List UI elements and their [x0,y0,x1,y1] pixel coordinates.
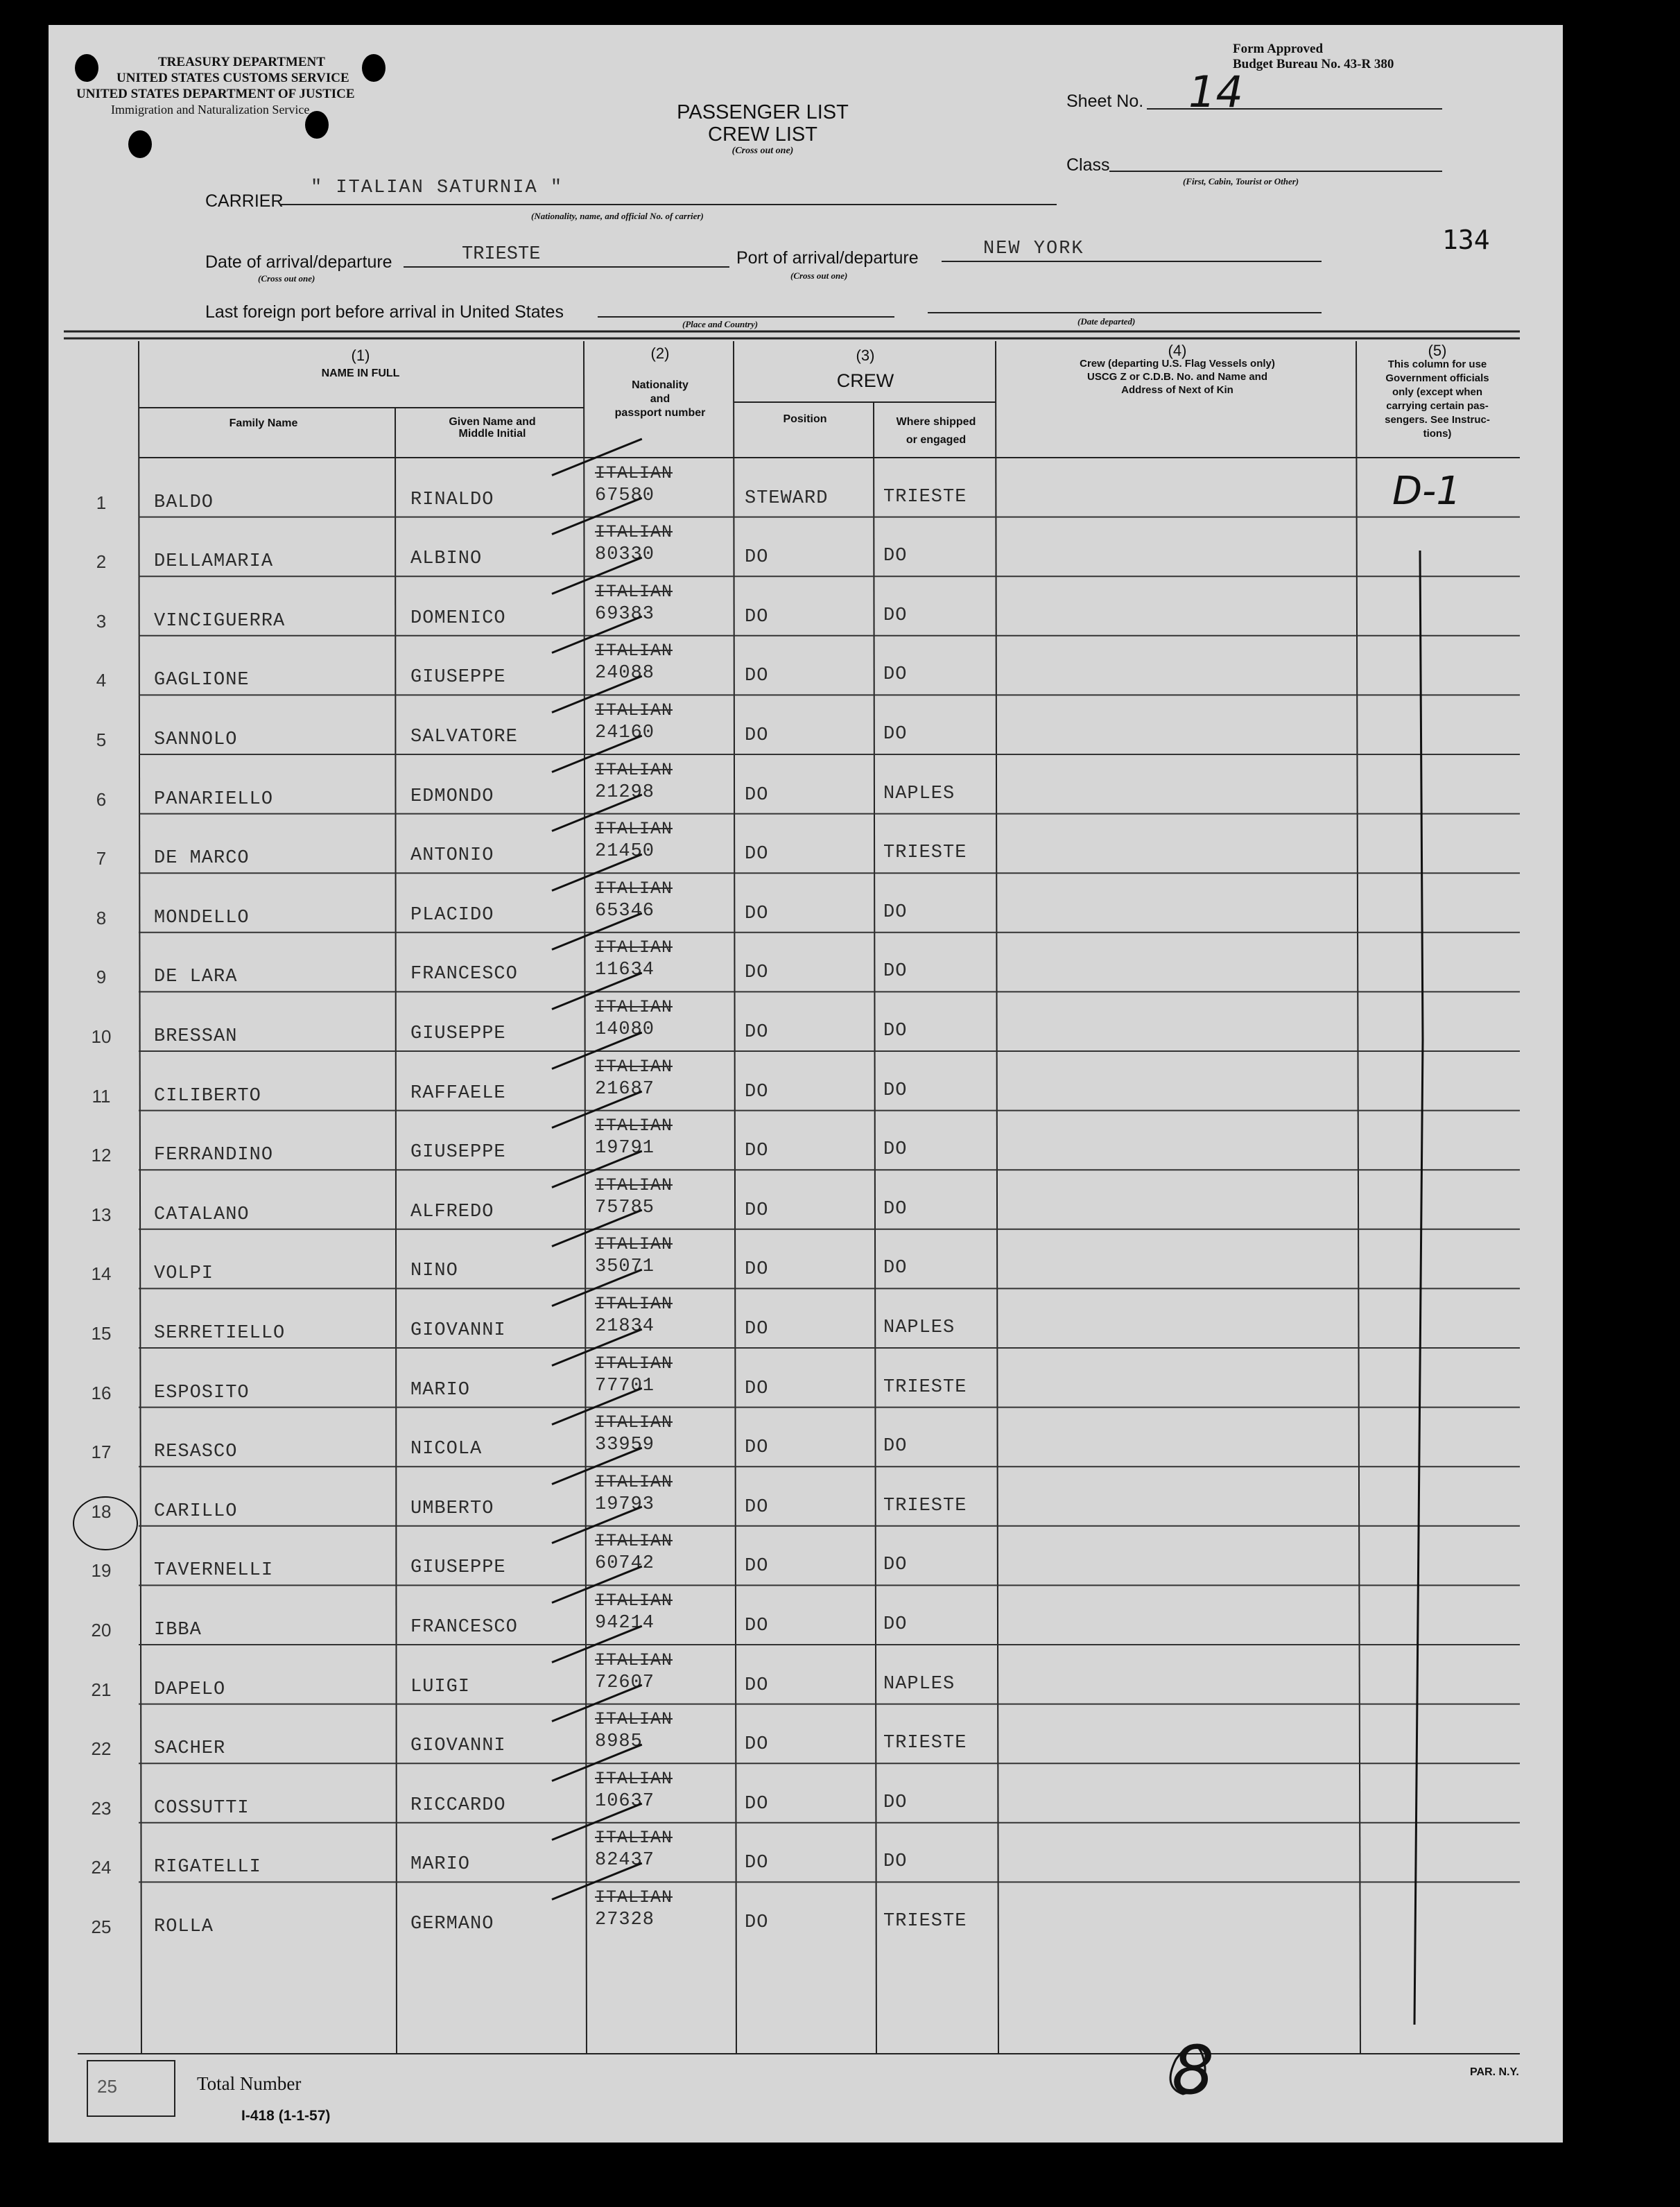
col-1-title: NAME IN FULL [321,367,400,379]
col-given-line-1: Given Name and [449,416,536,428]
position-cell[interactable]: DO [745,1616,769,1636]
family-name-cell[interactable]: SERRETIELLO [154,1323,286,1344]
given-name-cell[interactable]: GIUSEPPE [410,1557,506,1579]
last-port-label: Last foreign port before arrival in United States [205,302,564,322]
col-5-header [1360,344,1514,441]
given-name-cell[interactable]: EDMONDO [410,786,494,807]
position-cell[interactable]: DO [745,666,769,687]
handwritten-total: 8 [1172,2032,1215,2109]
passport-cell[interactable]: 19793 [595,1494,655,1515]
family-name-cell[interactable]: COSSUTTI [154,1797,250,1819]
date-arrival-note: (Cross out one) [258,273,315,284]
nationality-cell[interactable]: ITALIAN [595,641,673,661]
nationality-cell[interactable]: ITALIAN [595,1591,673,1611]
col-3-title: CREW [836,370,894,391]
family-name-cell[interactable]: VOLPI [154,1263,214,1285]
col-shipped-line-2: or engaged [906,434,967,446]
position-cell[interactable]: DO [745,1496,769,1518]
given-name-cell[interactable]: UMBERTO [410,1498,494,1519]
where-shipped-cell[interactable]: DO [883,1080,908,1101]
passport-cell[interactable]: 27328 [595,1910,655,1930]
where-shipped-cell[interactable]: DO [883,1258,908,1279]
nationality-cell[interactable]: ITALIAN [595,1650,673,1670]
row-number: 20 [91,1620,112,1641]
position-cell[interactable]: DO [745,1141,769,1162]
agency-line-1: TREASURY DEPARTMENT [158,55,325,69]
family-name-cell[interactable]: FERRANDINO [154,1145,274,1166]
given-name-cell[interactable]: ANTONIO [410,845,494,867]
col-4-line-3: Address of Next of Kin [1121,384,1233,396]
passport-cell[interactable]: 82437 [595,1850,655,1871]
col-given-line-2: Middle Initial [458,428,526,440]
col-2-header [591,347,729,420]
row-number: 10 [91,1026,112,1047]
position-cell[interactable]: DO [745,1437,769,1459]
page-number: 134 [1442,225,1490,255]
passport-cell[interactable]: 24088 [595,663,655,684]
nationality-cell[interactable]: ITALIAN [595,937,673,958]
passport-cell[interactable]: 33959 [595,1435,655,1456]
position-cell[interactable]: DO [745,1022,769,1043]
passport-cell[interactable]: 21687 [595,1078,655,1100]
passport-cell[interactable]: 72607 [595,1672,655,1693]
passport-cell[interactable]: 35071 [595,1256,655,1278]
passport-cell[interactable]: 67580 [595,485,655,506]
form-title-crew: CREW LIST [708,123,817,146]
nationality-cell[interactable]: ITALIAN [595,1056,673,1077]
where-shipped-cell[interactable]: DO [883,1198,908,1220]
family-name-cell[interactable]: BRESSAN [154,1026,238,1047]
row-number: 3 [96,610,107,632]
row-number: 15 [91,1323,112,1344]
where-shipped-cell[interactable]: DO [883,1555,908,1576]
family-name-cell[interactable]: ESPOSITO [154,1382,250,1403]
row-number: 4 [96,670,107,691]
nationality-cell[interactable]: ITALIAN [595,581,673,602]
given-name-cell[interactable]: RINALDO [410,489,494,510]
passport-cell[interactable]: 8985 [595,1731,643,1753]
col-4-number: (4) [1168,342,1187,359]
col-5-number: (5) [1428,342,1447,359]
where-shipped-cell[interactable]: TRIESTE [883,1911,967,1932]
given-name-cell[interactable]: RICCARDO [410,1794,506,1816]
position-cell[interactable]: DO [745,725,769,746]
family-name-cell[interactable]: CATALANO [154,1204,250,1225]
sheet-number-value[interactable]: 14 [1188,67,1243,117]
passport-cell[interactable]: 21450 [595,841,655,863]
col-2-line-1: Nationality [632,379,689,391]
given-name-cell[interactable]: PLACIDO [410,904,494,926]
nationality-cell[interactable]: ITALIAN [595,1234,673,1255]
nationality-cell[interactable]: ITALIAN [595,1768,673,1789]
col-4-line-2: USCG Z or C.D.B. No. and Name and [1086,371,1268,383]
position-cell[interactable]: DO [745,1319,769,1340]
position-cell[interactable]: DO [745,784,769,806]
given-name-cell[interactable]: LUIGI [410,1676,471,1697]
nationality-cell[interactable]: ITALIAN [595,1471,673,1492]
col-2-line-3: passport number [614,407,706,419]
row-number: 25 [91,1916,112,1937]
col-4-header [998,344,1356,397]
agency-line-4: Immigration and Naturalization Service [111,103,310,116]
passport-cell[interactable]: 14080 [595,1019,655,1040]
col-5-line-2: Government officials [1385,372,1489,384]
family-name-cell[interactable]: IBBA [154,1620,202,1641]
where-shipped-cell[interactable]: NAPLES [883,783,955,804]
passport-cell[interactable]: 19791 [595,1138,655,1159]
position-cell[interactable]: DO [745,1200,769,1221]
nationality-cell[interactable]: ITALIAN [595,759,673,780]
position-cell[interactable]: STEWARD [745,487,829,509]
agency-line-3: UNITED STATES DEPARTMENT OF JUSTICE [76,87,355,101]
where-shipped-cell[interactable]: DO [883,724,908,745]
col-family-name: Family Name [229,417,298,429]
passport-cell[interactable]: 21298 [595,781,655,803]
col-4-line-1: Crew (departing U.S. Flag Vessels only) [1080,358,1275,370]
where-shipped-cell[interactable]: DO [883,1139,908,1161]
passport-cell[interactable]: 10637 [595,1790,655,1812]
given-name-cell[interactable]: SALVATORE [410,727,518,747]
position-cell[interactable]: DO [745,1081,769,1102]
given-name-cell[interactable]: ALBINO [410,548,483,570]
where-shipped-cell[interactable]: DO [883,546,908,567]
row-number: 12 [91,1145,112,1166]
given-name-cell[interactable]: GIUSEPPE [410,1023,506,1044]
date-arrival-label: Date of arrival/departure [205,252,392,272]
col-given-name [416,416,569,440]
where-shipped-cell[interactable]: DO [883,605,908,626]
family-name-cell[interactable]: SANNOLO [154,729,238,750]
position-cell[interactable]: DO [745,1378,769,1399]
nationality-cell[interactable]: ITALIAN [595,1353,673,1374]
given-name-cell[interactable]: RAFFAELE [410,1082,506,1104]
row-number: 22 [91,1738,112,1760]
form-approved-line-1: Form Approved [1233,42,1324,56]
col-3-number: (3) [856,347,875,364]
where-shipped-cell[interactable]: DO [883,1851,908,1873]
nationality-cell[interactable]: ITALIAN [595,819,673,840]
position-cell[interactable]: DO [745,1556,769,1577]
form-title-note: (Cross out one) [731,146,794,156]
col-shipped-line-1: Where shipped [896,416,976,428]
row-number: 17 [91,1442,112,1463]
where-shipped-cell[interactable]: DO [883,961,908,983]
where-shipped-cell[interactable]: NAPLES [883,1673,955,1695]
nationality-cell[interactable]: ITALIAN [595,878,673,899]
agency-line-2: UNITED STATES CUSTOMS SERVICE [116,71,349,85]
port-arrival-note: (Cross out one) [790,270,848,281]
row-number: 7 [96,848,107,869]
position-cell[interactable]: DO [745,1793,769,1815]
where-shipped-cell[interactable]: TRIESTE [883,486,967,508]
family-name-cell[interactable]: DAPELO [154,1679,226,1700]
where-shipped-cell[interactable]: DO [883,901,908,923]
family-name-cell[interactable]: GAGLIONE [154,670,250,691]
row-number: 1 [96,492,107,513]
row-number: 5 [96,729,107,750]
family-name-cell[interactable]: SACHER [154,1738,226,1760]
family-name-cell[interactable]: TAVERNELLI [154,1560,274,1582]
passport-cell[interactable]: 77701 [595,1375,655,1396]
position-cell[interactable]: DO [745,606,769,628]
carrier-label: CARRIER [205,191,284,211]
given-name-cell[interactable]: FRANCESCO [410,1617,518,1638]
given-name-cell[interactable]: GIOVANNI [410,1736,506,1757]
family-name-cell[interactable]: VINCIGUERRA [154,610,286,632]
position-cell[interactable]: DO [745,547,769,569]
family-name-cell[interactable]: RIGATELLI [154,1857,261,1878]
position-cell[interactable]: DO [745,1853,769,1874]
family-name-cell[interactable]: MONDELLO [154,907,250,928]
nationality-cell[interactable]: ITALIAN [595,997,673,1017]
passport-cell[interactable]: 69383 [595,603,655,625]
carrier-value[interactable]: " ITALIAN SATURNIA " [311,178,564,198]
form-title-passenger: PASSENGER LIST [677,101,849,123]
row-number: 21 [91,1679,112,1700]
printer-mark: PAR. N.Y. [1470,2066,1519,2078]
class-note: (First, Cabin, Tourist or Other) [1183,176,1299,187]
passport-cell[interactable]: 75785 [595,1197,655,1218]
position-cell[interactable]: DO [745,903,769,924]
nationality-cell[interactable]: ITALIAN [595,700,673,720]
nationality-cell[interactable]: ITALIAN [595,1531,673,1552]
family-name-cell[interactable]: DELLAMARIA [154,551,274,573]
passport-cell[interactable]: 65346 [595,900,655,921]
col-2-line-2: and [650,393,670,405]
port-arrival-value[interactable]: NEW YORK [983,239,1084,259]
where-shipped-cell[interactable]: TRIESTE [883,1733,967,1754]
passport-cell[interactable]: 60742 [595,1553,655,1575]
col-5-line-3: only (except when [1392,386,1483,398]
family-name-cell[interactable]: CILIBERTO [154,1085,261,1107]
family-name-cell[interactable]: BALDO [154,492,214,513]
nationality-cell[interactable]: ITALIAN [595,522,673,543]
nationality-cell[interactable]: ITALIAN [595,1709,673,1730]
given-name-cell[interactable]: DOMENICO [410,607,506,629]
position-cell[interactable]: DO [745,1912,769,1933]
family-name-cell[interactable]: ROLLA [154,1916,214,1937]
nationality-cell[interactable]: ITALIAN [595,1175,673,1195]
annotation-d1: D-1 [1392,469,1461,514]
given-name-cell[interactable]: ALFREDO [410,1201,494,1222]
passport-cell[interactable]: 24160 [595,722,655,743]
total-number-label: Total Number [197,2073,302,2094]
col-5-line-4: carrying certain pas- [1386,400,1489,412]
row-number: 19 [91,1560,112,1582]
col-1-number: (1) [351,347,370,364]
row-number: 23 [91,1797,112,1819]
passport-cell[interactable]: 80330 [595,544,655,566]
where-shipped-cell[interactable]: DO [883,664,908,686]
given-name-cell[interactable]: GIUSEPPE [410,667,506,689]
where-shipped-cell[interactable]: DO [883,1436,908,1457]
given-name-cell[interactable]: GIOVANNI [410,1320,506,1341]
sheet-number-label: Sheet No. [1066,92,1144,111]
family-name-cell[interactable]: CARILLO [154,1500,238,1522]
passport-cell[interactable]: 21834 [595,1316,655,1337]
carrier-note: (Nationality, name, and official No. of carrier) [531,211,704,221]
last-port-place-note: (Place and Country) [682,319,759,329]
row-number: 8 [96,907,107,928]
where-shipped-cell[interactable]: DO [883,1792,908,1813]
nationality-cell[interactable]: ITALIAN [595,1116,673,1136]
date-arrival-value[interactable]: TRIESTE [462,244,541,265]
col-where-shipped [876,413,996,449]
form-id: I-418 (1-1-57) [241,2108,331,2124]
position-cell[interactable]: DO [745,962,769,984]
where-shipped-cell[interactable]: NAPLES [883,1317,955,1338]
col-2-number: (2) [650,345,670,362]
where-shipped-cell[interactable]: TRIESTE [883,842,967,864]
total-box-value[interactable]: 25 [97,2076,117,2097]
nationality-cell[interactable]: ITALIAN [595,462,673,483]
row-number: 13 [91,1204,112,1225]
family-name-cell[interactable]: DE LARA [154,967,238,988]
where-shipped-cell[interactable]: DO [883,1021,908,1041]
row-number: 9 [96,967,107,988]
last-port-date-note: (Date departed) [1077,316,1136,327]
family-name-cell[interactable]: DE MARCO [154,848,250,869]
family-name-cell[interactable]: PANARIELLO [154,788,274,810]
col-5-line-6: tions) [1423,428,1452,440]
where-shipped-cell[interactable]: DO [883,1614,908,1635]
row-number: 24 [91,1857,112,1878]
given-name-cell[interactable]: FRANCESCO [410,964,518,985]
given-name-cell[interactable]: NICOLA [410,1439,483,1460]
position-cell[interactable]: DO [745,1734,769,1756]
row-number: 16 [91,1382,112,1403]
position-cell[interactable]: DO [745,844,769,865]
col-5-line-1: This column for use [1387,358,1487,370]
given-name-cell[interactable]: MARIO [410,1854,471,1876]
col-position: Position [783,413,827,425]
form-approved-line-2: Budget Bureau No. 43-R 380 [1233,57,1394,71]
given-name-cell[interactable]: MARIO [410,1379,471,1401]
row-number: 11 [92,1085,111,1107]
where-shipped-cell[interactable]: TRIESTE [883,1495,967,1516]
row-number: 2 [96,551,107,573]
given-name-cell[interactable]: GERMANO [410,1914,494,1935]
passport-cell[interactable]: 94214 [595,1613,655,1634]
row-number: 18 [91,1500,112,1522]
nationality-cell[interactable]: ITALIAN [595,1412,673,1433]
row-number: 6 [96,788,107,810]
where-shipped-cell[interactable]: TRIESTE [883,1376,967,1398]
nationality-cell[interactable]: ITALIAN [595,1887,673,1907]
family-name-cell[interactable]: RESASCO [154,1442,238,1463]
given-name-cell[interactable]: GIUSEPPE [410,1142,506,1163]
port-arrival-label: Port of arrival/departure [736,248,919,268]
passport-cell[interactable]: 11634 [595,960,655,981]
position-cell[interactable]: DO [745,1259,769,1281]
nationality-cell[interactable]: ITALIAN [595,1828,673,1849]
class-label: Class [1066,155,1110,175]
nationality-cell[interactable]: ITALIAN [595,1294,673,1314]
position-cell[interactable]: DO [745,1674,769,1696]
given-name-cell[interactable]: NINO [410,1261,458,1282]
row-number: 14 [91,1263,112,1285]
col-5-line-5: sengers. See Instruc- [1385,414,1490,426]
